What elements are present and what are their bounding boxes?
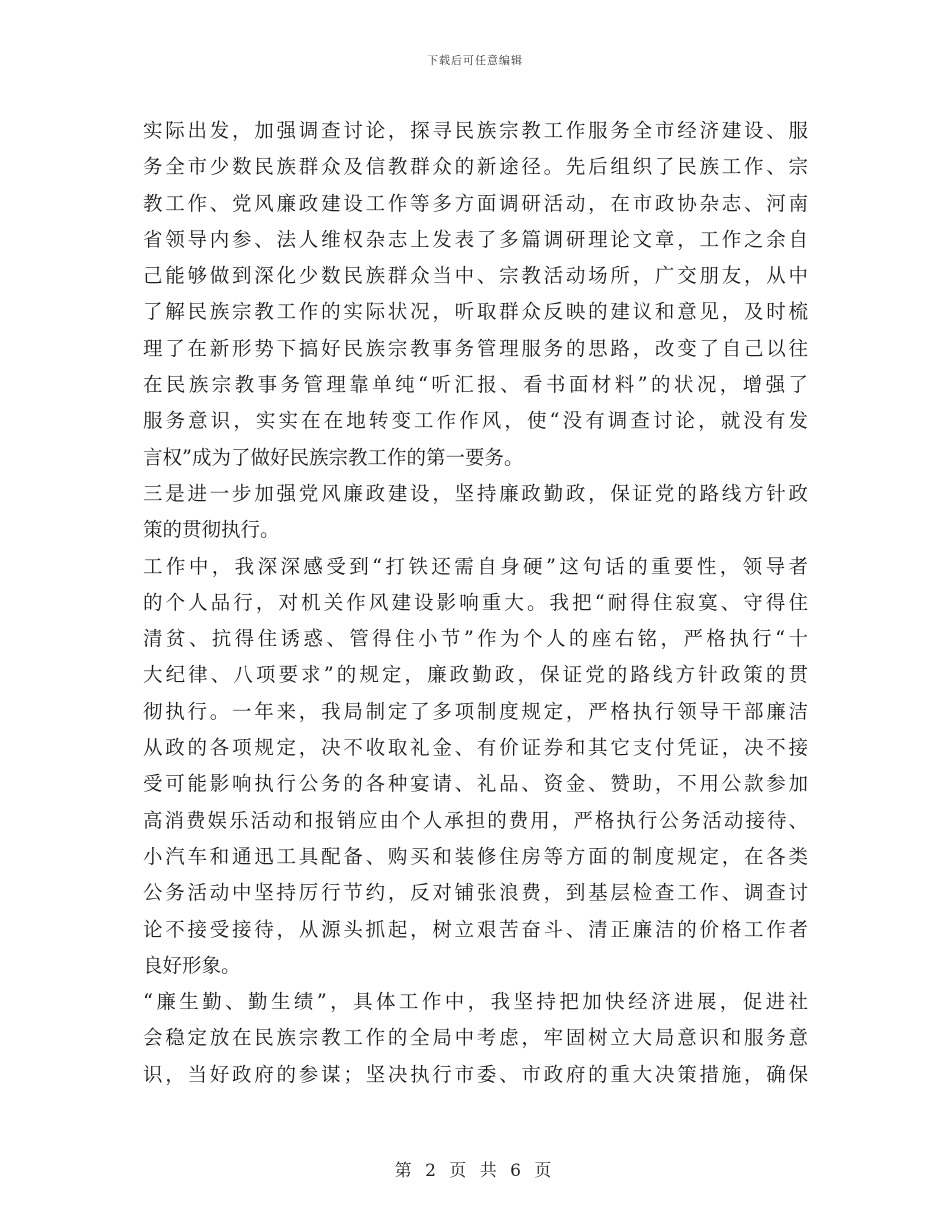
text-line: 彻执行。一年来，我局制定了多项制度规定，严格执行领导干部廉洁 xyxy=(143,699,808,723)
text-line: 大纪律、八项要求”的规定，廉政勤政，保证党的路线方针政策的贯 xyxy=(143,663,808,687)
text-line: 小汽车和通迅工具配备、购买和装修住房等方面的制度规定，在各类 xyxy=(143,844,808,868)
text-line: 实际出发，加强调查讨论，探寻民族宗教工作服务全市经济建设、服 xyxy=(143,119,808,142)
text-line: 言权”成为了做好民族宗教工作的第一要务。 xyxy=(143,445,524,469)
text-line: 理了在新形势下搞好民族宗教事务管理服务的思路，改变了自己以往 xyxy=(143,336,808,360)
text-line: 省领导内参、法人维权杂志上发表了多篇调研理论文章，工作之余自 xyxy=(143,227,808,251)
page-header: 下载后可任意编辑 xyxy=(427,54,523,67)
text-line: 教工作、党风廉政建设工作等多方面调研活动，在市政协杂志、河南 xyxy=(143,191,808,215)
text-line: 工作中，我深深感受到“打铁还需自身硬”这句话的重要性，领导者 xyxy=(143,554,808,578)
text-line: 清贫、抗得住诱惑、管得住小节”作为个人的座右铭，严格执行“十 xyxy=(143,627,808,651)
text-line: 了解民族宗教工作的实际状况，听取群众反映的建议和意见，及时梳 xyxy=(143,300,808,324)
text-line: 论不接受接待，从源头抓起，树立艰苦奋斗、清正廉洁的价格工作者 xyxy=(143,917,808,941)
text-line: 在民族宗教事务管理靠单纯“听汇报、看书面材料”的状况，增强了 xyxy=(143,373,808,397)
text-line: 受可能影响执行公务的各种宴请、礼品、资金、赞助，不用公款参加 xyxy=(143,772,808,796)
text-line: 务全市少数民族群众及信教群众的新途径。先后组织了民族工作、宗 xyxy=(143,155,808,179)
text-line: 识，当好政府的参谋；坚决执行市委、市政府的重大决策措施，确保 xyxy=(143,1062,808,1086)
text-line: “廉生勤、勤生绩”，具体工作中，我坚持把加快经济进展，促进社 xyxy=(143,990,808,1014)
text-line: 策的贯彻执行。 xyxy=(143,518,280,542)
page-footer: 第 2 页 共 6 页 xyxy=(394,1161,556,1181)
text-line: 服务意识，实实在在地转变工作作风，使“没有调查讨论，就没有发 xyxy=(143,409,808,433)
text-line: 的个人品行，对机关作风建设影响重大。我把“耐得住寂寞、守得住 xyxy=(143,590,808,614)
text-line: 公务活动中坚持厉行节约，反对铺张浪费，到基层检查工作、调查讨 xyxy=(143,881,808,905)
text-line: 会稳定放在民族宗教工作的全局中考虑，牢固树立大局意识和服务意 xyxy=(143,1026,808,1050)
text-line: 己能够做到深化少数民族群众当中、宗教活动场所，广交朋友，从中 xyxy=(143,264,808,288)
text-line: 从政的各项规定，决不收取礼金、有价证券和其它支付凭证，决不接 xyxy=(143,736,808,760)
text-line: 良好形象。 xyxy=(143,953,241,977)
text-line: 三是进一步加强党风廉政建设，坚持廉政勤政，保证党的路线方针政 xyxy=(143,481,808,505)
body-text xyxy=(143,113,808,1093)
text-line: 高消费娱乐活动和报销应由个人承担的费用，严格执行公务活动接待、 xyxy=(143,808,808,832)
